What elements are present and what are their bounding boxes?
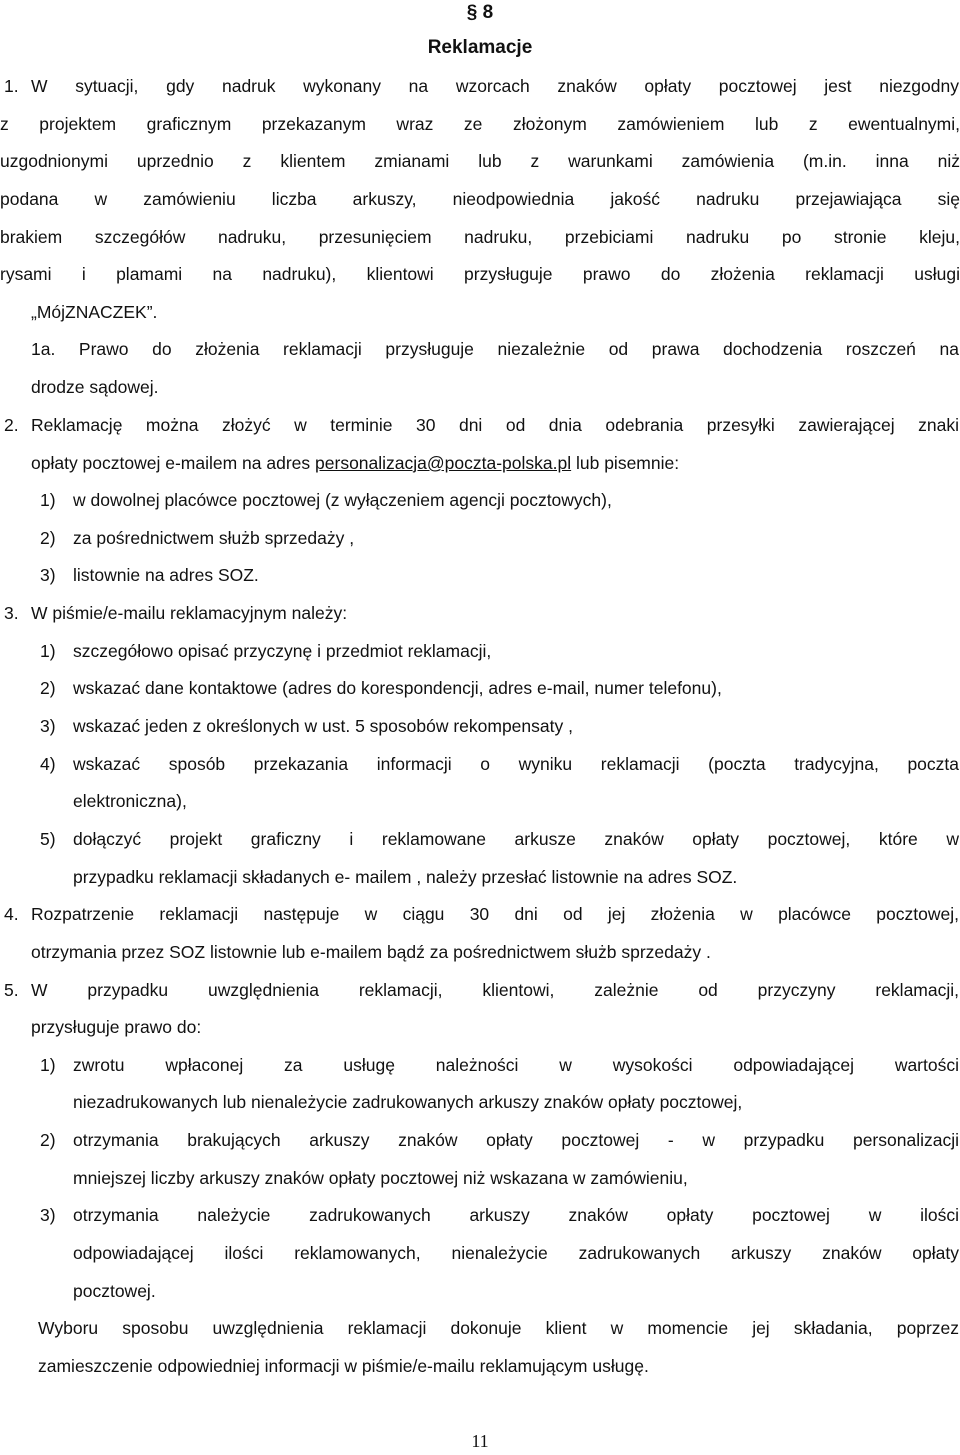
paragraph-4-line: otrzymania przez SOZ listownie lub e-mailem bądź za pośrednictwem służb sprzedaży . bbox=[31, 942, 711, 962]
list-marker: 3) bbox=[40, 716, 56, 736]
paragraph-2-line: Reklamację można złożyć w terminie 30 dni od dnia odebrania przesyłki zawierającej znaki bbox=[31, 415, 959, 435]
paragraph-5-number: 5. bbox=[4, 980, 19, 1000]
list-marker: 1) bbox=[40, 1055, 56, 1075]
paragraph-1-line: brakiem szczegółów nadruku, przesunięciem nadruku, przebiciami nadruku po stronie kleju, bbox=[0, 227, 960, 247]
paragraph-1-line: W sytuacji, gdy nadruk wykonany na wzorcach znaków opłaty pocztowej jest niezgodny bbox=[31, 76, 959, 96]
paragraph-4-line: Rozpatrzenie reklamacji następuje w ciągu 30 dni od jej złożenia w placówce pocztowej, bbox=[31, 904, 959, 924]
list-marker: 1) bbox=[40, 490, 56, 510]
paragraph-2-text: opłaty pocztowej e-mailem na adres bbox=[31, 453, 316, 473]
page-number: 11 bbox=[471, 1431, 489, 1451]
section-title: Reklamacje bbox=[427, 37, 533, 58]
list-item: dołączyć projekt graficzny i reklamowane arkusze znaków opłaty pocztowej, które w bbox=[73, 829, 959, 849]
list-marker: 3) bbox=[40, 565, 56, 585]
list-item: pocztowej. bbox=[73, 1281, 156, 1301]
list-item: w dowolnej placówce pocztowej (z wyłączeniem agencji pocztowych), bbox=[73, 490, 612, 510]
list-item: wskazać jeden z określonych w ust. 5 sposobów rekompensaty , bbox=[73, 716, 573, 736]
paragraph-3-number: 3. bbox=[4, 603, 19, 623]
paragraph-2-text: lub pisemnie: bbox=[571, 453, 680, 473]
paragraph-4-number: 4. bbox=[4, 904, 19, 924]
closing-line: Wyboru sposobu uwzględnienia reklamacji dokonuje klient w momencie jej składania, poprzez bbox=[38, 1318, 959, 1338]
paragraph-1-line: z projektem graficznym przekazanym wraz ze złożonym zamówieniem lub z ewentualnymi, bbox=[0, 114, 960, 134]
paragraph-1-number: 1. bbox=[4, 76, 19, 96]
paragraph-1-line: „MójZNACZEK”. bbox=[31, 302, 158, 322]
section-number: § 8 bbox=[466, 2, 494, 23]
list-item: wskazać sposób przekazania informacji o wyniku reklamacji (poczta tradycyjna, poczta bbox=[73, 754, 959, 774]
list-item: mniejszej liczby arkuszy znaków opłaty pocztowej niż wskazana w zamówieniu, bbox=[73, 1168, 688, 1188]
paragraph-1-line: podana w zamówieniu liczba arkuszy, nieodpowiednia jakość nadruku przejawiająca się bbox=[0, 189, 960, 209]
list-marker: 5) bbox=[40, 829, 56, 849]
list-marker: 3) bbox=[40, 1205, 56, 1225]
list-item: elektroniczna), bbox=[73, 791, 187, 811]
email-link[interactable]: personalizacja@poczta-polska.pl bbox=[315, 453, 572, 473]
list-item: zwrotu wpłaconej za usługę należności w wysokości odpowiadającej wartości bbox=[73, 1055, 959, 1075]
paragraph-3-line: W piśmie/e-mailu reklamacyjnym należy: bbox=[31, 603, 348, 623]
paragraph-1a-line: drodze sądowej. bbox=[31, 377, 159, 397]
paragraph-2-number: 2. bbox=[4, 415, 19, 435]
list-item: przypadku reklamacji składanych e- mailem , należy przesłać listownie na adres SOZ. bbox=[73, 867, 738, 887]
paragraph-1-line: uzgodnionymi uprzednio z klientem zmianami lub z warunkami zamówienia (m.in. inna niż bbox=[0, 151, 960, 171]
paragraph-1a-line: 1a. Prawo do złożenia reklamacji przysługuje niezależnie od prawa dochodzenia roszczeń na bbox=[31, 339, 959, 359]
paragraph-5-line: W przypadku uwzględnienia reklamacji, klientowi, zależnie od przyczyny reklamacji, bbox=[31, 980, 959, 1000]
list-marker: 2) bbox=[40, 528, 56, 548]
paragraph-5-line: przysługuje prawo do: bbox=[31, 1017, 202, 1037]
closing-line: zamieszczenie odpowiedniej informacji w piśmie/e-mailu reklamującym usługę. bbox=[38, 1356, 649, 1376]
list-item: odpowiadającej ilości reklamowanych, nienależycie zadrukowanych arkuszy znaków opłaty bbox=[73, 1243, 959, 1263]
list-item: niezadrukowanych lub nienależycie zadrukowanych arkuszy znaków opłaty pocztowej, bbox=[73, 1092, 743, 1112]
list-marker: 2) bbox=[40, 1130, 56, 1150]
list-item: szczegółowo opisać przyczynę i przedmiot reklamacji, bbox=[73, 641, 492, 661]
list-item: wskazać dane kontaktowe (adres do korespondencji, adres e-mail, numer telefonu), bbox=[73, 678, 722, 698]
list-item: otrzymania należycie zadrukowanych arkuszy znaków opłaty pocztowej w ilości bbox=[73, 1205, 959, 1225]
list-marker: 1) bbox=[40, 641, 56, 661]
list-marker: 2) bbox=[40, 678, 56, 698]
list-item: za pośrednictwem służb sprzedaży , bbox=[73, 528, 355, 548]
list-item: otrzymania brakujących arkuszy znaków opłaty pocztowej - w przypadku personalizacji bbox=[73, 1130, 959, 1150]
list-item: listownie na adres SOZ. bbox=[73, 565, 259, 585]
paragraph-1-line: rysami i plamami na nadruku), klientowi przysługuje prawo do złożenia reklamacji usługi bbox=[0, 264, 960, 284]
list-marker: 4) bbox=[40, 754, 56, 774]
paragraph-2-line bbox=[31, 445, 679, 483]
